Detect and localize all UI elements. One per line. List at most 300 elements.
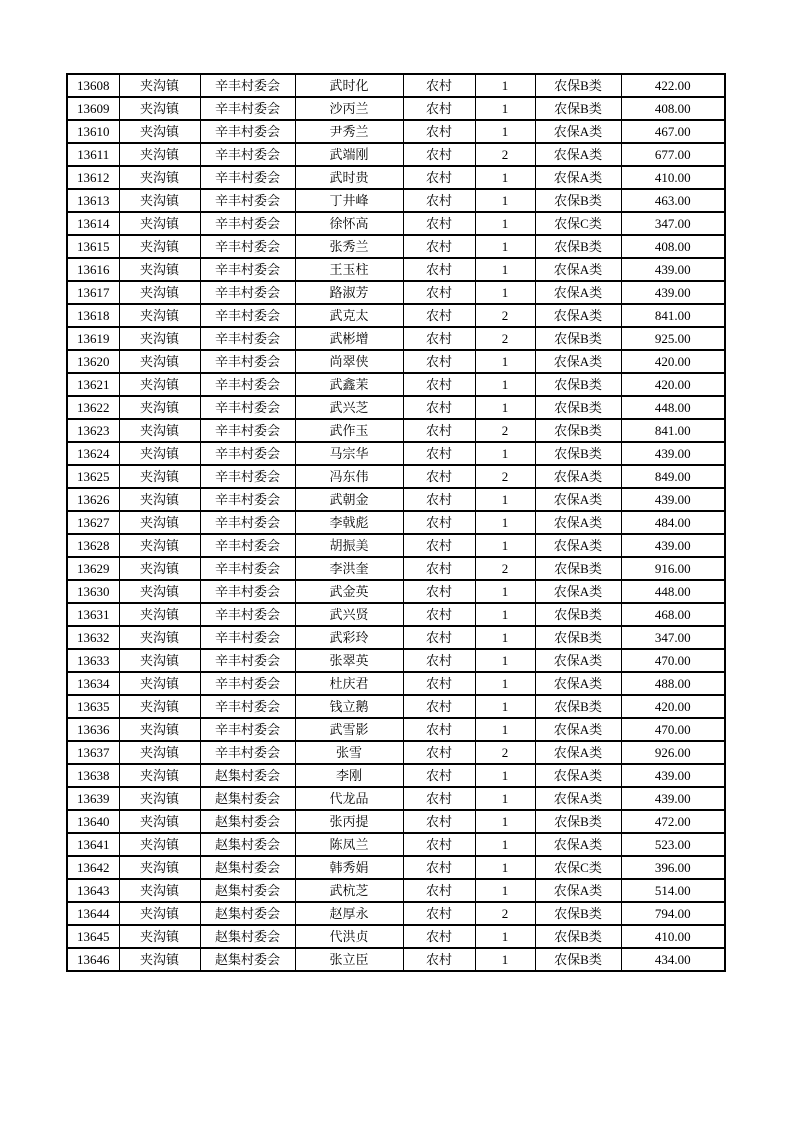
record-id-cell: 13645	[67, 925, 119, 948]
amount-cell: 439.00	[621, 764, 725, 787]
person-name-cell: 李洪奎	[295, 557, 403, 580]
table-row	[67, 810, 725, 833]
record-id-cell: 13608	[67, 74, 119, 97]
village-committee-cell: 辛丰村委会	[200, 626, 295, 649]
person-count-cell: 1	[475, 189, 535, 212]
record-id-cell: 13613	[67, 189, 119, 212]
residence-type-cell: 农村	[403, 810, 475, 833]
amount-cell: 434.00	[621, 948, 725, 971]
table-row	[67, 97, 725, 120]
residence-type-cell: 农村	[403, 350, 475, 373]
insurance-class-cell: 农保A类	[535, 258, 621, 281]
amount-cell: 408.00	[621, 235, 725, 258]
village-committee-cell: 赵集村委会	[200, 764, 295, 787]
town-cell: 夹沟镇	[119, 649, 200, 672]
residence-type-cell: 农村	[403, 603, 475, 626]
town-cell: 夹沟镇	[119, 350, 200, 373]
residence-type-cell: 农村	[403, 741, 475, 764]
town-cell: 夹沟镇	[119, 74, 200, 97]
record-id-cell: 13627	[67, 511, 119, 534]
amount-cell: 468.00	[621, 603, 725, 626]
table-row	[67, 856, 725, 879]
record-id-cell: 13636	[67, 718, 119, 741]
town-cell: 夹沟镇	[119, 419, 200, 442]
village-committee-cell: 赵集村委会	[200, 810, 295, 833]
village-committee-cell: 辛丰村委会	[200, 258, 295, 281]
town-cell: 夹沟镇	[119, 327, 200, 350]
record-id-cell: 13646	[67, 948, 119, 971]
amount-cell: 448.00	[621, 396, 725, 419]
person-count-cell: 1	[475, 534, 535, 557]
insurance-class-cell: 农保B类	[535, 948, 621, 971]
table-row	[67, 373, 725, 396]
residence-type-cell: 农村	[403, 718, 475, 741]
record-id-cell: 13616	[67, 258, 119, 281]
residence-type-cell: 农村	[403, 97, 475, 120]
person-count-cell: 1	[475, 649, 535, 672]
person-name-cell: 陈凤兰	[295, 833, 403, 856]
person-name-cell: 代龙品	[295, 787, 403, 810]
town-cell: 夹沟镇	[119, 258, 200, 281]
record-id-cell: 13622	[67, 396, 119, 419]
residence-type-cell: 农村	[403, 465, 475, 488]
amount-cell: 925.00	[621, 327, 725, 350]
person-count-cell: 2	[475, 304, 535, 327]
insurance-class-cell: 农保B类	[535, 235, 621, 258]
amount-cell: 470.00	[621, 718, 725, 741]
town-cell: 夹沟镇	[119, 764, 200, 787]
amount-cell: 916.00	[621, 557, 725, 580]
amount-cell: 470.00	[621, 649, 725, 672]
amount-cell: 410.00	[621, 925, 725, 948]
amount-cell: 410.00	[621, 166, 725, 189]
person-name-cell: 武时化	[295, 74, 403, 97]
record-id-cell: 13609	[67, 97, 119, 120]
person-count-cell: 1	[475, 764, 535, 787]
residence-type-cell: 农村	[403, 143, 475, 166]
person-name-cell: 李刚	[295, 764, 403, 787]
town-cell: 夹沟镇	[119, 143, 200, 166]
amount-cell: 926.00	[621, 741, 725, 764]
town-cell: 夹沟镇	[119, 948, 200, 971]
town-cell: 夹沟镇	[119, 212, 200, 235]
table-row	[67, 511, 725, 534]
person-name-cell: 冯东伟	[295, 465, 403, 488]
town-cell: 夹沟镇	[119, 626, 200, 649]
village-committee-cell: 辛丰村委会	[200, 695, 295, 718]
amount-cell: 420.00	[621, 350, 725, 373]
table-row	[67, 925, 725, 948]
amount-cell: 463.00	[621, 189, 725, 212]
residence-type-cell: 农村	[403, 373, 475, 396]
village-committee-cell: 辛丰村委会	[200, 649, 295, 672]
village-committee-cell: 辛丰村委会	[200, 97, 295, 120]
amount-cell: 849.00	[621, 465, 725, 488]
residence-type-cell: 农村	[403, 695, 475, 718]
person-count-cell: 1	[475, 511, 535, 534]
record-id-cell: 13626	[67, 488, 119, 511]
person-count-cell: 1	[475, 74, 535, 97]
record-id-cell: 13643	[67, 879, 119, 902]
insurance-class-cell: 农保A类	[535, 511, 621, 534]
village-committee-cell: 辛丰村委会	[200, 419, 295, 442]
residence-type-cell: 农村	[403, 304, 475, 327]
person-count-cell: 1	[475, 626, 535, 649]
residence-type-cell: 农村	[403, 925, 475, 948]
insurance-class-cell: 农保B类	[535, 810, 621, 833]
residence-type-cell: 农村	[403, 212, 475, 235]
residence-type-cell: 农村	[403, 833, 475, 856]
insurance-class-cell: 农保A类	[535, 580, 621, 603]
insurance-class-cell: 农保A类	[535, 166, 621, 189]
amount-cell: 347.00	[621, 212, 725, 235]
insurance-class-cell: 农保B类	[535, 419, 621, 442]
town-cell: 夹沟镇	[119, 902, 200, 925]
town-cell: 夹沟镇	[119, 557, 200, 580]
amount-cell: 794.00	[621, 902, 725, 925]
person-count-cell: 1	[475, 718, 535, 741]
insurance-class-cell: 农保B类	[535, 396, 621, 419]
residence-type-cell: 农村	[403, 235, 475, 258]
person-count-cell: 1	[475, 580, 535, 603]
person-count-cell: 2	[475, 902, 535, 925]
insurance-class-cell: 农保A类	[535, 488, 621, 511]
table-row	[67, 833, 725, 856]
amount-cell: 420.00	[621, 373, 725, 396]
amount-cell: 408.00	[621, 97, 725, 120]
insurance-class-cell: 农保B类	[535, 97, 621, 120]
residence-type-cell: 农村	[403, 258, 475, 281]
amount-cell: 396.00	[621, 856, 725, 879]
record-id-cell: 13641	[67, 833, 119, 856]
record-id-cell: 13635	[67, 695, 119, 718]
town-cell: 夹沟镇	[119, 603, 200, 626]
residence-type-cell: 农村	[403, 787, 475, 810]
village-committee-cell: 辛丰村委会	[200, 580, 295, 603]
town-cell: 夹沟镇	[119, 879, 200, 902]
person-name-cell: 李戟彪	[295, 511, 403, 534]
record-id-cell: 13624	[67, 442, 119, 465]
residence-type-cell: 农村	[403, 74, 475, 97]
town-cell: 夹沟镇	[119, 97, 200, 120]
insurance-class-cell: 农保B类	[535, 373, 621, 396]
record-id-cell: 13614	[67, 212, 119, 235]
person-name-cell: 赵厚永	[295, 902, 403, 925]
person-name-cell: 武朝金	[295, 488, 403, 511]
record-id-cell: 13638	[67, 764, 119, 787]
table-row	[67, 741, 725, 764]
residence-type-cell: 农村	[403, 856, 475, 879]
person-name-cell: 杜庆君	[295, 672, 403, 695]
record-id-cell: 13625	[67, 465, 119, 488]
insurance-class-cell: 农保B类	[535, 189, 621, 212]
person-name-cell: 钱立鹅	[295, 695, 403, 718]
person-count-cell: 1	[475, 212, 535, 235]
insurance-class-cell: 农保A类	[535, 741, 621, 764]
insurance-class-cell: 农保A类	[535, 879, 621, 902]
person-count-cell: 2	[475, 741, 535, 764]
person-count-cell: 2	[475, 465, 535, 488]
village-committee-cell: 辛丰村委会	[200, 488, 295, 511]
amount-cell: 841.00	[621, 419, 725, 442]
table-row	[67, 419, 725, 442]
person-count-cell: 1	[475, 925, 535, 948]
town-cell: 夹沟镇	[119, 235, 200, 258]
town-cell: 夹沟镇	[119, 833, 200, 856]
amount-cell: 467.00	[621, 120, 725, 143]
person-count-cell: 2	[475, 557, 535, 580]
amount-cell: 472.00	[621, 810, 725, 833]
village-committee-cell: 辛丰村委会	[200, 350, 295, 373]
table-row	[67, 465, 725, 488]
insurance-class-cell: 农保A类	[535, 787, 621, 810]
person-count-cell: 1	[475, 948, 535, 971]
amount-cell: 420.00	[621, 695, 725, 718]
record-id-cell: 13633	[67, 649, 119, 672]
village-committee-cell: 辛丰村委会	[200, 465, 295, 488]
person-count-cell: 1	[475, 672, 535, 695]
person-name-cell: 武彩玲	[295, 626, 403, 649]
person-count-cell: 1	[475, 350, 535, 373]
insurance-class-cell: 农保A类	[535, 304, 621, 327]
person-count-cell: 1	[475, 258, 535, 281]
insurance-class-cell: 农保C类	[535, 212, 621, 235]
table-row	[67, 442, 725, 465]
village-committee-cell: 辛丰村委会	[200, 327, 295, 350]
person-name-cell: 徐怀高	[295, 212, 403, 235]
person-count-cell: 1	[475, 396, 535, 419]
person-count-cell: 1	[475, 695, 535, 718]
town-cell: 夹沟镇	[119, 396, 200, 419]
person-name-cell: 尹秀兰	[295, 120, 403, 143]
amount-cell: 841.00	[621, 304, 725, 327]
table-row	[67, 534, 725, 557]
table-row	[67, 281, 725, 304]
town-cell: 夹沟镇	[119, 534, 200, 557]
person-name-cell: 张雪	[295, 741, 403, 764]
insurance-class-cell: 农保A类	[535, 718, 621, 741]
village-committee-cell: 辛丰村委会	[200, 534, 295, 557]
insurance-class-cell: 农保B类	[535, 695, 621, 718]
amount-cell: 448.00	[621, 580, 725, 603]
person-count-cell: 1	[475, 856, 535, 879]
amount-cell: 439.00	[621, 442, 725, 465]
table-row	[67, 948, 725, 971]
amount-cell: 347.00	[621, 626, 725, 649]
record-id-cell: 13631	[67, 603, 119, 626]
record-id-cell: 13642	[67, 856, 119, 879]
insurance-class-cell: 农保A类	[535, 534, 621, 557]
table-row	[67, 304, 725, 327]
village-committee-cell: 辛丰村委会	[200, 281, 295, 304]
village-committee-cell: 辛丰村委会	[200, 143, 295, 166]
record-id-cell: 13617	[67, 281, 119, 304]
amount-cell: 422.00	[621, 74, 725, 97]
person-name-cell: 武雪影	[295, 718, 403, 741]
town-cell: 夹沟镇	[119, 488, 200, 511]
person-count-cell: 1	[475, 488, 535, 511]
person-count-cell: 1	[475, 603, 535, 626]
record-id-cell: 13630	[67, 580, 119, 603]
residence-type-cell: 农村	[403, 166, 475, 189]
village-committee-cell: 赵集村委会	[200, 948, 295, 971]
record-id-cell: 13610	[67, 120, 119, 143]
amount-cell: 514.00	[621, 879, 725, 902]
insurance-class-cell: 农保B类	[535, 557, 621, 580]
record-id-cell: 13639	[67, 787, 119, 810]
residence-type-cell: 农村	[403, 327, 475, 350]
residence-type-cell: 农村	[403, 442, 475, 465]
table-row	[67, 488, 725, 511]
insurance-class-cell: 农保A类	[535, 281, 621, 304]
table-row	[67, 120, 725, 143]
person-name-cell: 丁井峰	[295, 189, 403, 212]
town-cell: 夹沟镇	[119, 672, 200, 695]
residence-type-cell: 农村	[403, 902, 475, 925]
table-row	[67, 764, 725, 787]
residence-type-cell: 农村	[403, 948, 475, 971]
insurance-class-cell: 农保A类	[535, 465, 621, 488]
table-row	[67, 166, 725, 189]
residence-type-cell: 农村	[403, 511, 475, 534]
village-committee-cell: 辛丰村委会	[200, 235, 295, 258]
residence-type-cell: 农村	[403, 649, 475, 672]
table-row	[67, 718, 725, 741]
records-tbody	[67, 74, 725, 971]
person-name-cell: 张秀兰	[295, 235, 403, 258]
village-committee-cell: 辛丰村委会	[200, 74, 295, 97]
insurance-class-cell: 农保C类	[535, 856, 621, 879]
amount-cell: 484.00	[621, 511, 725, 534]
village-committee-cell: 辛丰村委会	[200, 120, 295, 143]
record-id-cell: 13640	[67, 810, 119, 833]
insurance-class-cell: 农保A类	[535, 120, 621, 143]
table-row	[67, 580, 725, 603]
village-committee-cell: 辛丰村委会	[200, 166, 295, 189]
town-cell: 夹沟镇	[119, 810, 200, 833]
village-committee-cell: 辛丰村委会	[200, 718, 295, 741]
table-row	[67, 787, 725, 810]
town-cell: 夹沟镇	[119, 511, 200, 534]
village-committee-cell: 赵集村委会	[200, 879, 295, 902]
records-table	[66, 73, 726, 972]
person-name-cell: 王玉柱	[295, 258, 403, 281]
person-name-cell: 张立臣	[295, 948, 403, 971]
village-committee-cell: 辛丰村委会	[200, 672, 295, 695]
insurance-class-cell: 农保B类	[535, 327, 621, 350]
person-count-cell: 1	[475, 235, 535, 258]
residence-type-cell: 农村	[403, 120, 475, 143]
record-id-cell: 13611	[67, 143, 119, 166]
residence-type-cell: 农村	[403, 557, 475, 580]
town-cell: 夹沟镇	[119, 741, 200, 764]
insurance-class-cell: 农保A类	[535, 672, 621, 695]
amount-cell: 439.00	[621, 787, 725, 810]
town-cell: 夹沟镇	[119, 580, 200, 603]
town-cell: 夹沟镇	[119, 166, 200, 189]
person-count-cell: 1	[475, 120, 535, 143]
table-row	[67, 879, 725, 902]
person-name-cell: 武彬增	[295, 327, 403, 350]
table-row	[67, 396, 725, 419]
residence-type-cell: 农村	[403, 419, 475, 442]
person-name-cell: 尚翠侠	[295, 350, 403, 373]
village-committee-cell: 赵集村委会	[200, 925, 295, 948]
town-cell: 夹沟镇	[119, 189, 200, 212]
person-count-cell: 2	[475, 419, 535, 442]
insurance-class-cell: 农保A类	[535, 350, 621, 373]
town-cell: 夹沟镇	[119, 718, 200, 741]
insurance-class-cell: 农保B类	[535, 74, 621, 97]
person-name-cell: 沙丙兰	[295, 97, 403, 120]
insurance-class-cell: 农保B类	[535, 902, 621, 925]
amount-cell: 677.00	[621, 143, 725, 166]
person-name-cell: 武杭芝	[295, 879, 403, 902]
village-committee-cell: 辛丰村委会	[200, 396, 295, 419]
person-name-cell: 代洪贞	[295, 925, 403, 948]
amount-cell: 488.00	[621, 672, 725, 695]
village-committee-cell: 辛丰村委会	[200, 373, 295, 396]
village-committee-cell: 赵集村委会	[200, 856, 295, 879]
residence-type-cell: 农村	[403, 764, 475, 787]
town-cell: 夹沟镇	[119, 787, 200, 810]
residence-type-cell: 农村	[403, 580, 475, 603]
person-name-cell: 韩秀娟	[295, 856, 403, 879]
insurance-class-cell: 农保B类	[535, 925, 621, 948]
record-id-cell: 13620	[67, 350, 119, 373]
amount-cell: 439.00	[621, 258, 725, 281]
person-count-cell: 1	[475, 166, 535, 189]
person-count-cell: 1	[475, 373, 535, 396]
village-committee-cell: 赵集村委会	[200, 902, 295, 925]
town-cell: 夹沟镇	[119, 856, 200, 879]
person-count-cell: 1	[475, 97, 535, 120]
person-name-cell: 武时贵	[295, 166, 403, 189]
table-row	[67, 902, 725, 925]
village-committee-cell: 辛丰村委会	[200, 511, 295, 534]
record-id-cell: 13637	[67, 741, 119, 764]
amount-cell: 439.00	[621, 281, 725, 304]
record-id-cell: 13629	[67, 557, 119, 580]
person-count-cell: 1	[475, 879, 535, 902]
town-cell: 夹沟镇	[119, 304, 200, 327]
person-count-cell: 2	[475, 143, 535, 166]
town-cell: 夹沟镇	[119, 925, 200, 948]
person-count-cell: 1	[475, 833, 535, 856]
town-cell: 夹沟镇	[119, 695, 200, 718]
person-name-cell: 武鑫茉	[295, 373, 403, 396]
village-committee-cell: 辛丰村委会	[200, 212, 295, 235]
residence-type-cell: 农村	[403, 281, 475, 304]
insurance-class-cell: 农保A类	[535, 649, 621, 672]
village-committee-cell: 辛丰村委会	[200, 741, 295, 764]
town-cell: 夹沟镇	[119, 373, 200, 396]
person-name-cell: 武兴贤	[295, 603, 403, 626]
person-name-cell: 马宗华	[295, 442, 403, 465]
person-count-cell: 1	[475, 281, 535, 304]
record-id-cell: 13612	[67, 166, 119, 189]
person-name-cell: 武克太	[295, 304, 403, 327]
person-count-cell: 1	[475, 787, 535, 810]
record-id-cell: 13621	[67, 373, 119, 396]
insurance-class-cell: 农保A类	[535, 143, 621, 166]
person-name-cell: 张翠英	[295, 649, 403, 672]
insurance-class-cell: 农保A类	[535, 764, 621, 787]
residence-type-cell: 农村	[403, 534, 475, 557]
person-name-cell: 张丙提	[295, 810, 403, 833]
residence-type-cell: 农村	[403, 879, 475, 902]
person-name-cell: 武端刚	[295, 143, 403, 166]
